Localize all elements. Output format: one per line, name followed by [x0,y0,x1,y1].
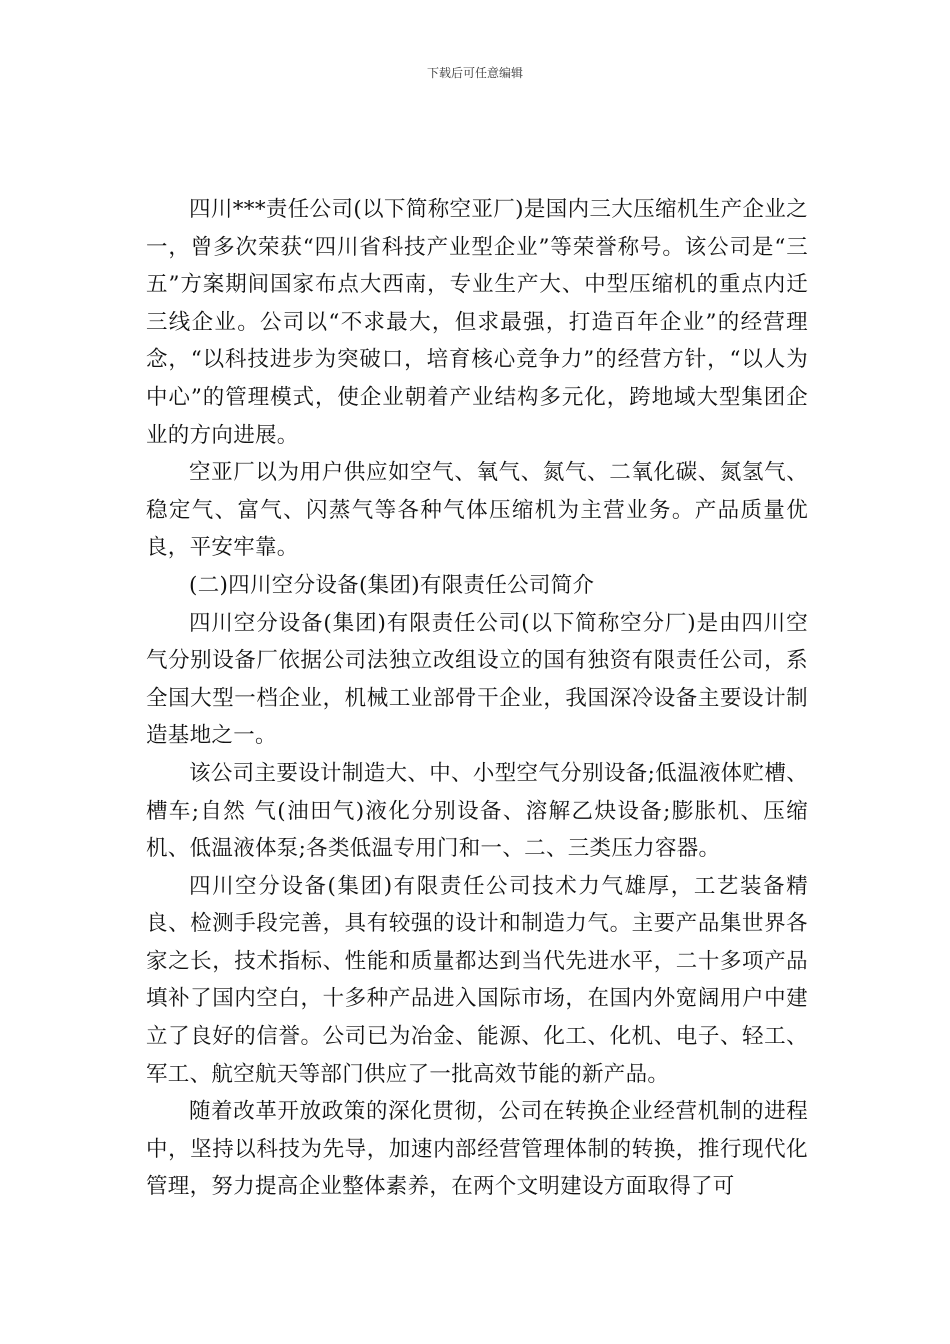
paragraph-products: 该公司主要设计制造大、中、小型空气分别设备;低温液体贮槽、槽车;自然 气(油田气)液化分别设备、溶解乙炔设备;膨胀机、压缩机、低温液体泵;各类低温专用门和一、二、三类压力容器。 [146,760,808,862]
paragraph-kongfen-intro: 四川空分设备(集团)有限责任公司(以下简称空分厂)是由四川空气分别设备厂依据公司法独立改组设立的国有独资有限责任公司，系全国大型一档企业，机械工业部骨干企业，我国深冷设备主要设计制造基地之一。 [146,610,808,749]
paragraph-company-intro: 四川***责任公司(以下简称空亚厂)是国内三大压缩机生产企业之一，曾多次荣获“四川省科技产业型企业”等荣誉称号。该公司是“三五”方案期间国家布点大西南，专业生产大、中型压缩机的重点内迁三线企业。公司以“不求最大，但求最强，打造百年企业”的经营理念，“以科技进步为突破口，培育核心竞争力”的经营方针，“以人为中心”的管理模式，使企业朝着产业结构多元化，跨地域大型集团企业的方向进展。 [146,197,808,448]
section-heading: (二)四川空分设备(集团)有限责任公司简介 [189,572,595,598]
document-body [146,191,808,1206]
page-header-note: 下载后可任意编辑 [426,66,523,80]
paragraph-technical-strength: 四川空分设备(集团)有限责任公司技术力气雄厚，工艺装备精良、检测手段完善，具有较强的设计和制造力气。主要产品集世界各家之长，技术指标、性能和质量都达到当代先进水平，二十多项产品填补了国内空白，十多种产品进入国际市场，在国内外宽阔用户中建立了良好的信誉。公司已为冶金、能源、化工、化机、电子、轻工、军工、航空航天等部门供应了一批高效节能的新产品。 [146,873,808,1087]
paragraph-reform: 随着改革开放政策的深化贯彻，公司在转换企业经营机制的进程中，坚持以科技为先导，加速内部经营管理体制的转换，推行现代化管理，努力提高企业整体素养，在两个文明建设方面取得了可 [146,1099,808,1200]
paragraph-main-business: 空亚厂以为用户供应如空气、氧气、氮气、二氧化碳、氮氢气、稳定气、富气、闪蒸气等各种气体压缩机为主营业务。产品质量优良，平安牢靠。 [146,460,808,561]
